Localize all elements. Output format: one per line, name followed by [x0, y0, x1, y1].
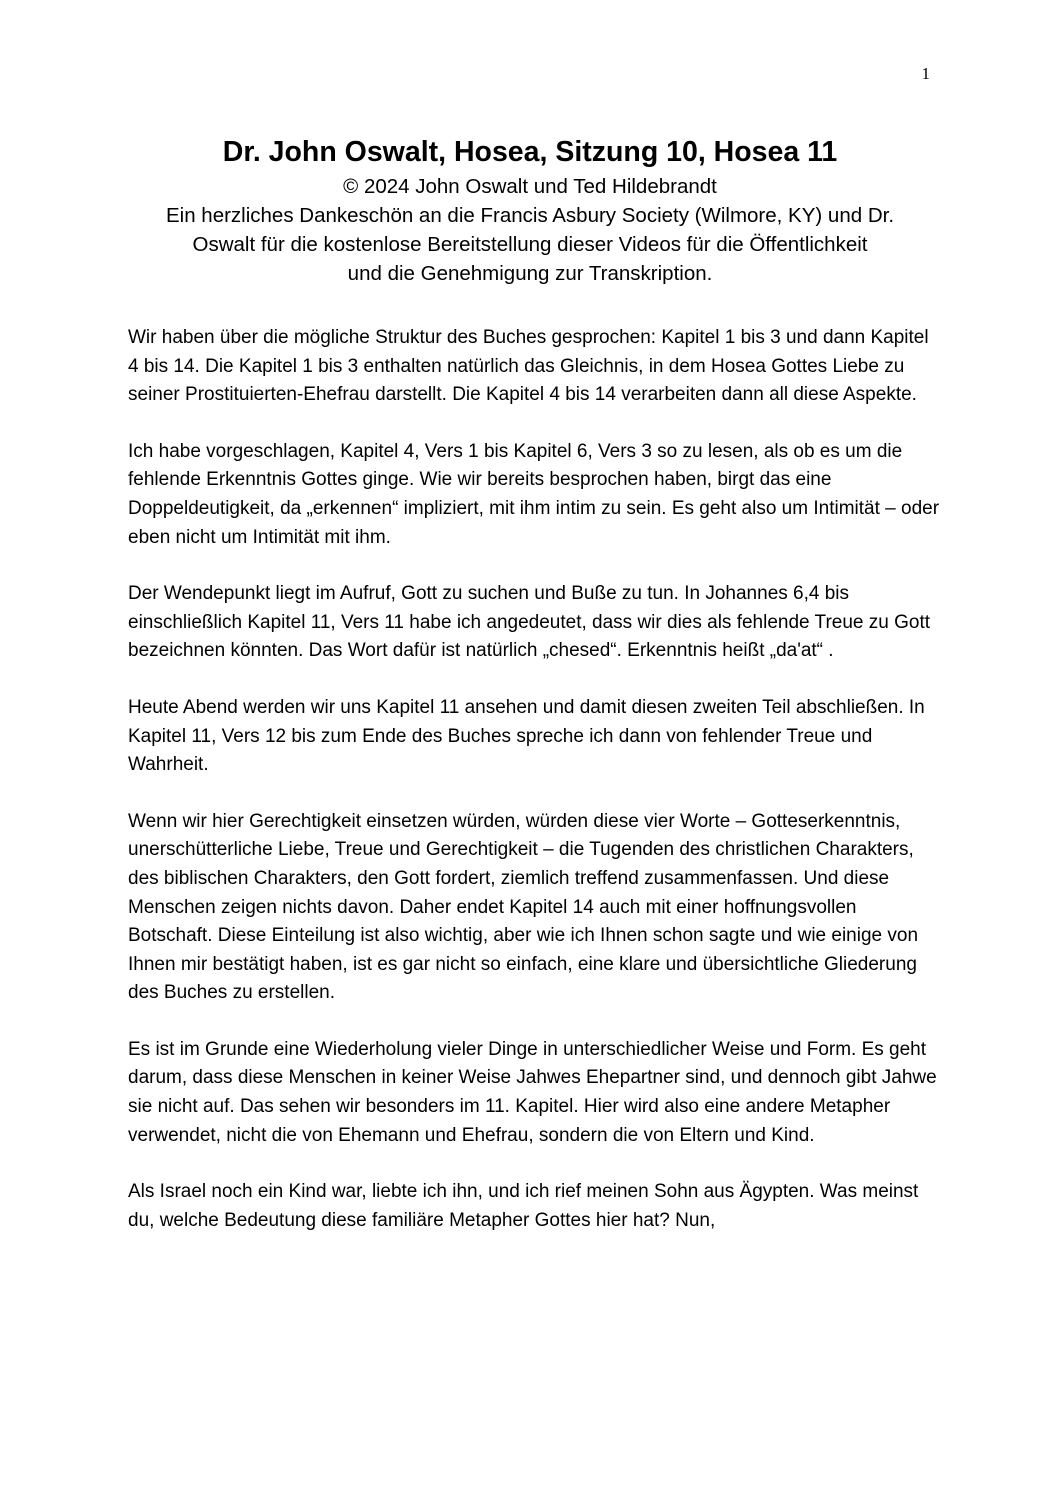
paragraph: Der Wendepunkt liegt im Aufruf, Gott zu suchen und Buße zu tun. In Johannes 6,4 bis einschließlich Kapitel 11, Vers 11 habe ich angedeutet, dass wir dies als fehlende Treue zu Gott bezeichnen könnten. Das Wort dafür ist natürlich „chesed“. Erkenntnis heißt „da'at“ .	[128, 583, 930, 662]
paragraph: Ich habe vorgeschlagen, Kapitel 4, Vers 1 bis Kapitel 6, Vers 3 so zu lesen, als ob es um die fehlende Erkenntnis Gottes ginge. Wie wir bereits besprochen haben, birgt das eine Doppeldeutigkeit, da „erkennen“ impliziert, mit ihm intim zu sein. Es geht also um Intimität – oder eben nicht um Intimität mit ihm.	[128, 440, 940, 548]
paragraph: Als Israel noch ein Kind war, liebte ich ihn, und ich rief meinen Sohn aus Ägypten. Was meinst du, welche Bedeutung diese familiäre Metapher Gottes hier hat? Nun,	[128, 1181, 919, 1231]
paragraph: Heute Abend werden wir uns Kapitel 11 ansehen und damit diesen zweiten Teil abschließen. In Kapitel 11, Vers 12 bis zum Ende des Buches spreche ich dann von fehlender Treue und Wahrheit.	[128, 696, 925, 776]
page-number: 1	[921, 64, 930, 83]
document-title: Dr. John Oswalt, Hosea, Sitzung 10, Hosea 11	[222, 136, 838, 168]
paragraph: Wenn wir hier Gerechtigkeit einsetzen würden, würden diese vier Worte – Gotteserkenntnis, unerschütterliche Liebe, Treue und Gerechtigkeit – die Tugenden des christlichen Charakters, des biblischen Charakters, den Gott fordert, ziemlich treffend zusammenfassen. Und diese Menschen zeigen nichts davon. Daher endet Kapitel 14 auch mit einer hoffnungsvollen Botschaft. Diese Einteilung ist also wichtig, aber wie ich Ihnen schon sagte und wie einige von Ihnen mir bestätigt haben, ist es gar nicht so einfach, eine klare und übersichtliche Gliederung des Buches zu erstellen.	[128, 810, 919, 1004]
document-body	[128, 324, 940, 1263]
thanks-line-1: Ein herzliches Dankeschön an die Francis Asbury Society (Wilmore, KY) und Dr.	[165, 204, 895, 227]
paragraph: Es ist im Grunde eine Wiederholung vieler Dinge in unterschiedlicher Weise und Form. Es geht darum, dass diese Menschen in keiner Weise Jahwes Ehepartner sind, und dennoch gibt Jahwe sie nicht auf. Das sehen wir besonders im 11. Kapitel. Hier wird also eine andere Metapher verwendet, nicht die von Ehemann und Ehefrau, sondern die von Eltern und Kind.	[128, 1038, 937, 1146]
document-header	[110, 132, 950, 288]
thanks-line-3: und die Genehmigung zur Transkription.	[347, 262, 713, 285]
thanks-line-2: Oswalt für die kostenlose Bereitstellung dieser Videos für die Öffentlichkeit	[192, 233, 868, 256]
paragraph: Wir haben über die mögliche Struktur des Buches gesprochen: Kapitel 1 bis 3 und dann Kapitel 4 bis 14. Die Kapitel 1 bis 3 enthalten natürlich das Gleichnis, in dem Hosea Gottes Liebe zu seiner Prostituierten-Ehefrau darstellt. Die Kapitel 4 bis 14 verarbeiten dann all diese Aspekte.	[128, 327, 929, 406]
copyright-line: © 2024 John Oswalt und Ted Hildebrandt	[343, 175, 717, 198]
